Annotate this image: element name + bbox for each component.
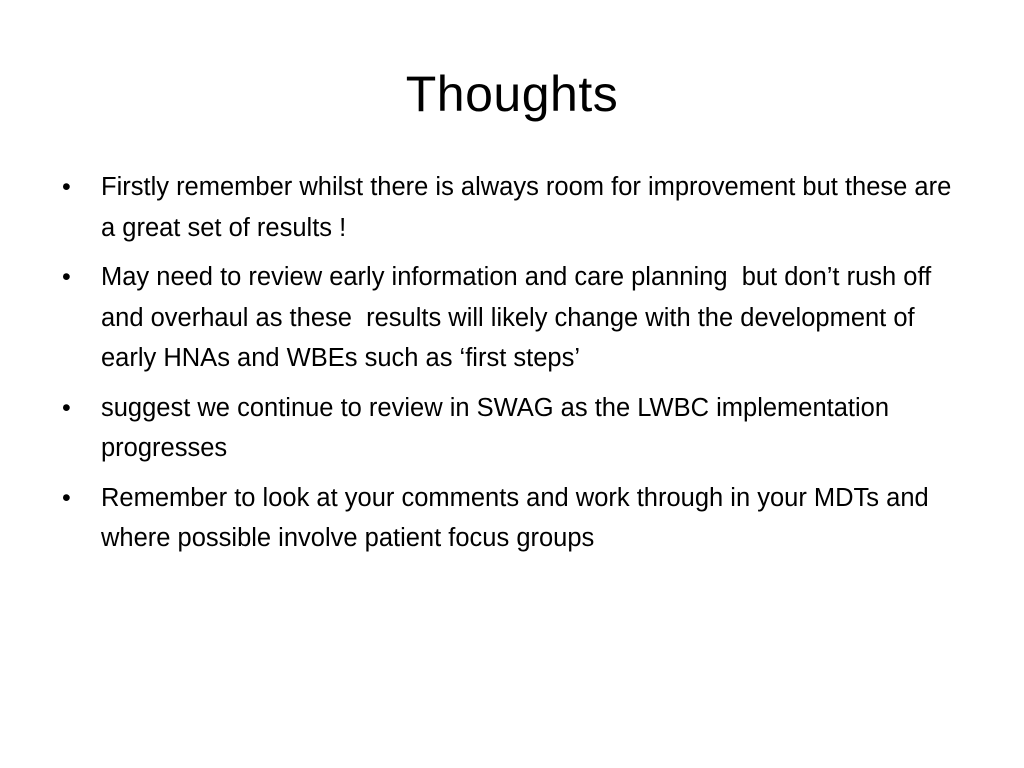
bullet-list: [62, 167, 962, 568]
bullet-marker: •: [62, 393, 71, 422]
bullet-text: suggest we continue to review in SWAG as the LWBC implementation progresses: [101, 393, 904, 462]
bullet-marker: •: [62, 483, 71, 512]
bullet-item-4: [62, 478, 962, 559]
bullet-marker: •: [62, 263, 71, 291]
bullet-item-3: [62, 388, 962, 469]
bullet-text: Firstly remember whilst there is always room for improvement but these are a great set of results !: [101, 173, 959, 242]
bullet-item-2: [62, 257, 962, 379]
bullet-text: Remember to look at your comments and work through in your MDTs and where possible involve patient focus groups: [101, 483, 936, 552]
bullet-text: May need to review early information and care planning but don’t rush off and overhaul as these results will likely change with the development of early HNAs and WBEs such as ‘first steps’: [101, 263, 939, 372]
bullet-marker: •: [62, 173, 71, 201]
slide-title: Thoughts: [405, 66, 619, 122]
bullet-item-1: [62, 167, 962, 248]
